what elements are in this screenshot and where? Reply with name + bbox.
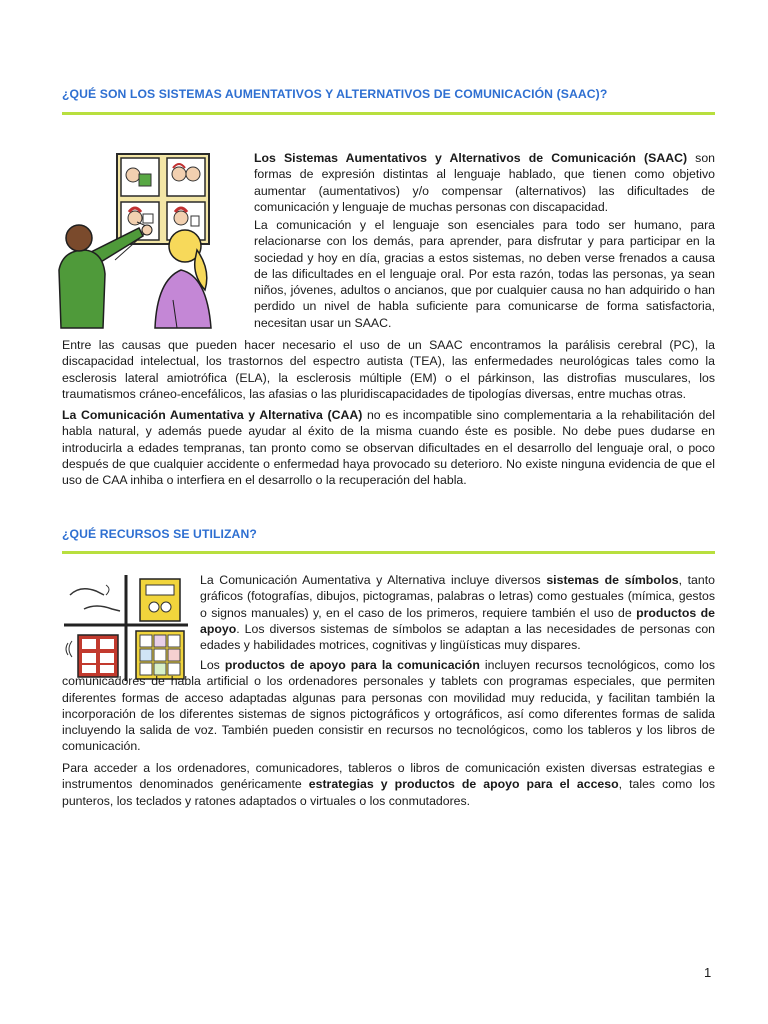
section-heading-resources: ¿QUÉ RECURSOS SE UTILIZAN?: [62, 527, 257, 541]
illustration-children-pointing-board: [55, 150, 235, 335]
paragraph-support-products: Los productos de apoyo para la comunicación incluyen recursos tecnológicos, como los comunicadores de habla artificial o los ordenadores personales y tablets con programas especiales, que permiten diferentes formas de acceso adaptadas algunas para personas con movilidad muy reducida, y facilitan también la incorporación de los diferentes sistemas de signos pictográficos y ortográficos, así como diferentes formas de salida incluyendo la salida de voz. También pueden consistir en recursos no tecnológicos, como los tableros y los libros de comunicación.: [62, 658, 716, 754]
paragraph-communication: La comunicación y el lenguaje son esenciales para todo ser humano, para relacionarse con los demás, para aprender, para disfrutar y para participar en la sociedad y hoy en día, gracias a estos sistemas, no deben verse frenados a causa de las dificultades en el lenguaje oral. Por esta razón, todas las personas, ya sean niños, jóvenes, adultos o ancianos, que por cualquier causa no han adquirido o han perdido un nivel de habla suficiente para comunicarse de forma satisfactoria, necesitan usar un SAAC.: [254, 218, 715, 330]
intro-paragraph: Los Sistemas Aumentativos y Alternativos de Comunicación (SAAC) son formas de expresión distintas al lenguaje hablado, que tienen como objetivo aumentar (aumentativos) y/o compensar (alternativos) las dificultades de comunicación y lenguaje de muchas personas con discapacidad.: [254, 151, 715, 214]
heading-rule: [62, 551, 715, 554]
paragraph-causes: Entre las causas que pueden hacer necesario el uso de un SAAC encontramos la parálisis cerebral (PC), la discapacidad intelectual, los trastornos del espectro autista (TEA), las enfermedades neurológicas tales como la esclerosis lateral amiotrófica (ELA), la esclerosis múltiple (EM) o el párkinson, las distrofias musculares, los traumatismos cráneo-encefálicos, las afasias o las pluridiscapacidades de tipologías diversas, entre muchas otras.: [62, 338, 715, 401]
section-heading-saac: ¿QUÉ SON LOS SISTEMAS AUMENTATIVOS Y ALTERNATIVOS DE COMUNICACIÓN (SAAC)?: [62, 87, 608, 101]
heading-rule: [62, 112, 715, 115]
page-number: 1: [704, 965, 712, 980]
paragraph-symbol-systems: La Comunicación Aumentativa y Alternativa incluye diversos sistemas de símbolos, tanto gráficos (fotografías, dibujos, pictogramas, palabras o letras) como gestuales (mímica, gestos o signos manuales) y, en el caso de los primeros, requiere también el uso de productos de apoyo. Los diversos sistemas de símbolos se adaptan a las necesidades de personas con edades y habilidades motrices, cognitivas y lingüísticas muy dispares.: [200, 573, 715, 653]
paragraph-caa: La Comunicación Aumentativa y Alternativa (CAA) no es incompatible sino complementaria a la rehabilitación del habla natural, y además puede ayudar al éxito de la misma cuando éste es posible. No debe pues dudarse en introducirla a edades tempranas, tan pronto como se observan dificultades en el desarrollo del lenguaje oral, o poco después de que cualquier accidente o enfermedad haya provocado su deterioro. No existe ninguna evidencia de que el uso de CAA inhiba o interfiera en el desarrollo o la recuperación del habla.: [62, 408, 715, 488]
paragraph-access-strategies: Para acceder a los ordenadores, comunicadores, tableros o libros de comunicación existen diversas estrategias e instrumentos denominados genéricamente estrategias y productos de apoyo para el acceso, tales como los punteros, los teclados y ratones adaptados o virtuales o los conmutadores.: [62, 761, 715, 808]
